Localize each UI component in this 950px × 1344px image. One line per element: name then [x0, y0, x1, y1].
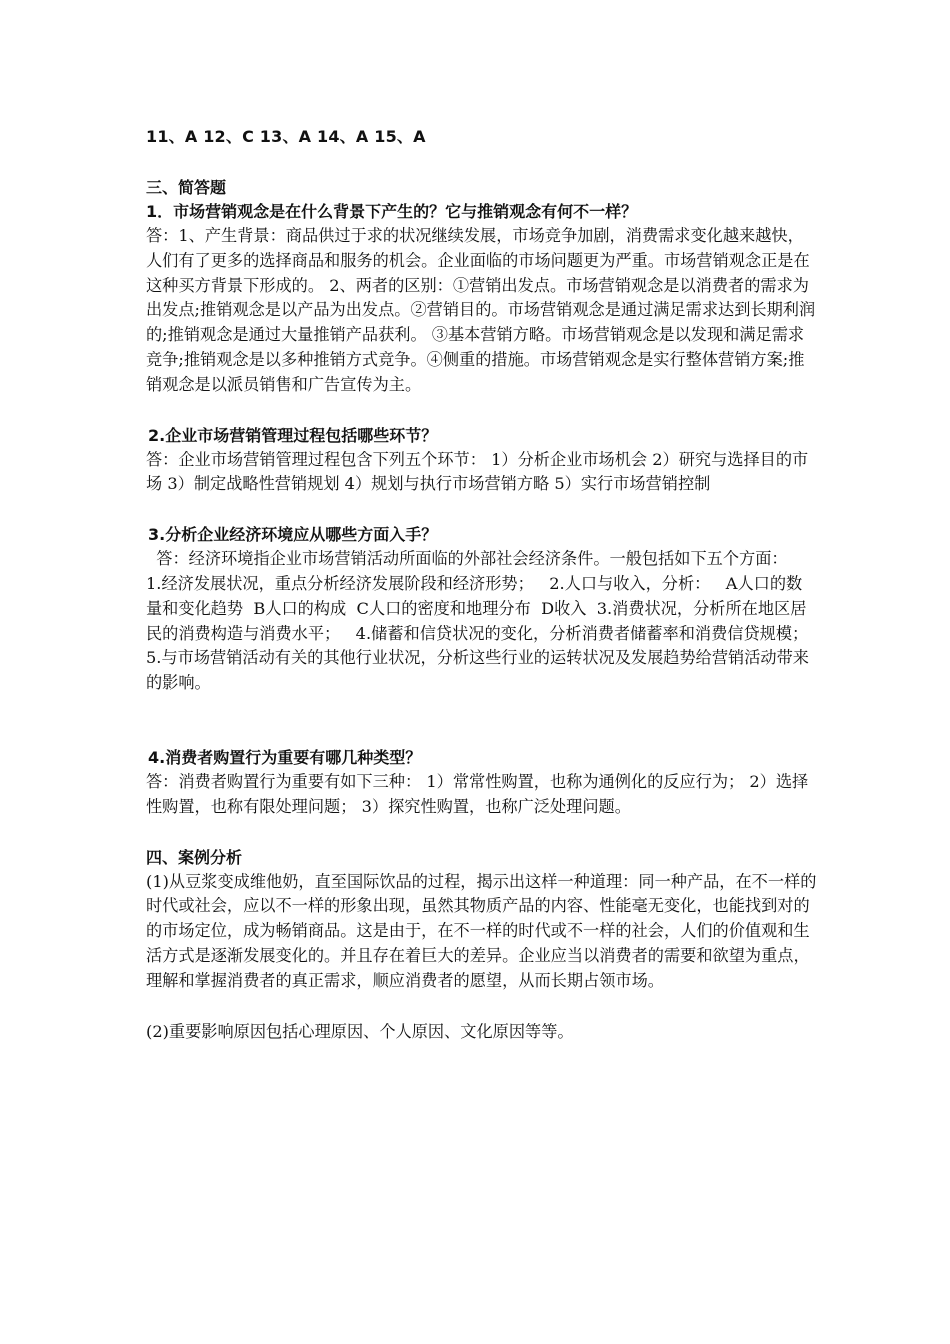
case-paragraph-1: (1)从豆浆变成维他奶，直至国际饮品的过程，揭示出这样一种道理：同一种产品，在不一样的时代或社会，应以不一样的形象出现，虽然其物质产品的内容、性能毫无变化，也能找到对的的市场定位，成为畅销商品。这是由于，在不一样的时代或不一样的社会，人们的价值观和生活方式是逐渐发展变化的。并且存在着巨大的差异。企业应当以消费者的需要和欲望为重点，理解和掌握消费者的真正需求，顺应消费者的愿望，从而长期占领市场。: [146, 871, 817, 990]
question-title-2: 2.企业市场营销管理过程包括哪些环节？: [148, 425, 438, 445]
question-answer-4: 答：消费者购置行为重要有如下三种： 1）常常性购置，也称为通例化的反应行为； 2）选择性购置，也称有限处理问题； 3）探究性购置，也称广泛处理问题。: [146, 771, 809, 816]
spacer: [146, 696, 818, 746]
spacer: [146, 820, 818, 846]
case-paragraph-2: (2)重要影响原因包括心理原因、个人原因、文化原因等等。: [146, 1021, 574, 1041]
question-answer-1: 答：1、产生背景：商品供过于求的状况继续发展，市场竞争加剧，消费需求变化越来越快， 人们有了更多的选择商品和服务的机会。企业面临的市场问题更为严重。市场营销观念正是在这种买方背景下形成的。 2、两者的区别：①营销出发点。市场营销观念是以消费者的需求为出发点;推销观念是以产品为出发点。②营销目的。市场营销观念是通过满足需求达到长期利润的;推销观念是通过大量推销产品获利。 ③基本营销方略。市场营销观念是以发现和满足需求竞争;推销观念是以多种推销方式竞争。④侧重的措施。市场营销观念是实行整体营销方案;推销观念是以派员销售和广告宣传为主。: [146, 226, 816, 394]
spacer: [146, 497, 818, 523]
spacer: [146, 398, 818, 424]
document-page: [146, 124, 824, 1044]
question-answer-2: 答：企业市场营销管理过程包含下列五个环节： 1）分析企业市场机会 2）研究与选择目的市场 3）制定战略性营销规划 4）规划与执行市场营销方略 5）实行市场营销控制: [146, 449, 809, 494]
spacer: [146, 994, 818, 1020]
question-title-4: 4.消费者购置行为重要有哪几种类型？: [148, 747, 422, 767]
question-title-1: 1．市场营销观念是在什么背景下产生的？它与推销观念有何不一样？: [146, 202, 638, 221]
section-heading-short-answer: 三、简答题: [146, 178, 227, 197]
answer-key-line: 11、A 12、C 13、A 14、A 15、A: [146, 127, 426, 146]
spacer: [146, 150, 818, 176]
section-heading-case-analysis: 四、案例分析: [146, 847, 243, 867]
question-title-3: 3.分析企业经济环境应从哪些方面入手？: [148, 525, 438, 545]
question-answer-3: 答：经济环境指企业市场营销活动所面临的外部社会经济条件。一般包括如下五个方面： 1.经济发展状况，重点分析经济发展阶段和经济形势； 2.人口与收入，分析： A人口的数量和变化趋势 B人口的构成 C人口的密度和地理分布 D收入 3.消费状况，分析所在地区居民的消费构造与消费水平； 4.储蓄和信贷状况的变化，分析消费者储蓄率和消费信贷规模； 5.与市场营销活动有关的其他行业状况，分析这些行业的运转状况及发展趋势给营销活动带来的影响。: [146, 549, 824, 693]
